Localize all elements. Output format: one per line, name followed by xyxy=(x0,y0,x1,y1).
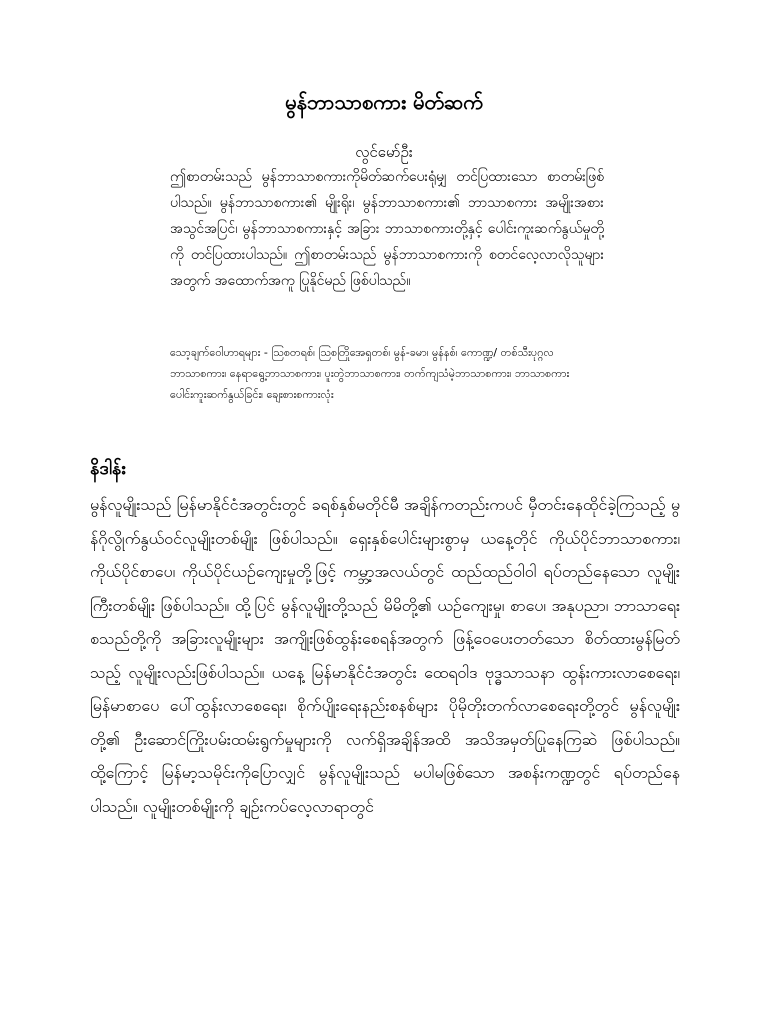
body-paragraph: မွန်လူမျိုးသည် မြန်မာနိုင်ငံအတွင်းတွင် ခရစ်နှစ်မတိုင်မီ အချိန်ကတည်းကပင် မှီတင်းနေထိုင်ခဲ့ကြသည့် မွန်ဂိုလွိုက်နွယ်ဝင်လူမျိုးတစ်မျိုး ဖြစ်ပါသည်။ ရှေးနှစ်ပေါင်းများစွာမှ ယနေ့တိုင် ကိုယ်ပိုင်ဘာသာစကား၊ ကိုယ်ပိုင်စာပေ၊ ကိုယ်ပိုင်ယဉ်ကျေးမှုတို့ဖြင့် ကမ္ဘာ့အလယ်တွင် ထည်ထည်ဝါဝါ ရပ်တည်နေသော လူမျိုးကြီးတစ်မျိုး ဖြစ်ပါသည်။ ထို့ပြင် မွန်လူမျိုးတို့သည် မိမိတို့၏ ယဉ်ကျေးမှု၊ စာပေ၊ အနုပညာ၊ ဘာသာရေး စသည်တို့ကို အခြားလူမျိုးများ အကျိုးဖြစ်ထွန်းစေရန်အတွက် ဖြန့်ဝေပေးတတ်သော စိတ်ထားမွန်မြတ်သည့် လူမျိုးလည်းဖြစ်ပါသည်။ ယနေ့ မြန်မာနိုင်ငံအတွင်း ထေရဝါဒ ဗုဒ္ဓသာသနာ ထွန်းကားလာစေရေး၊ မြန်မာစာပေ ပေါ်ထွန်းလာစေရေး၊ စိုက်ပျိုးရေးနည်းစနစ်များ ပိုမိုတိုးတက်လာစေရေးတို့တွင် မွန်လူမျိုးတို့၏ ဦးဆောင်ကြိုးပမ်းထမ်းရွက်မှုများကို လက်ရှိအချိန်အထိ အသိအမှတ်ပြုနေကြဆဲ ဖြစ်ပါသည်။ ထို့ကြောင့် မြန်မာ့သမိုင်းကိုပြောလျှင် မွန်လူမျိုးသည် မပါမဖြစ်သော အစန်းကဏ္ဍတွင် ရပ်တည်နေပါသည်။ လူမျိုးတစ်မျိုးကို ချဉ်းကပ်လေ့လာရာတွင် xyxy=(90,495,680,816)
abstract-text: ဤစာတမ်းသည် မွန်ဘာသာစကားကိုမိတ်ဆက်ပေးရုံမျှ တင်ပြထားသော စာတမ်းဖြစ်ပါသည်။ မွန်ဘာသာစကား၏ မျိုးရိုး၊ မွန်ဘာသာစကား၏ ဘာသာစကား အမျိုးအစား အသွင်အပြင်၊ မွန်ဘာသာစကားနှင့် အခြား ဘာသာစကားတို့နှင့် ပေါင်းကူးဆက်နွယ်မှုတို့ကို တင်ပြထားပါသည်။ ဤစာတမ်းသည် မွန်ဘာသာစကားကို စတင်လေ့လာလိုသူများအတွက် အထောက်အကူ ပြုနိုင်မည် ဖြစ်ပါသည်။ xyxy=(170,169,604,289)
paper-title: မွန်ဘာသာစကား မိတ်ဆက် xyxy=(285,90,483,114)
author-name: လွင်မော်ဦး xyxy=(355,143,413,161)
section-heading-introduction: နိဒါန်း xyxy=(90,458,126,479)
keywords-text: သော့ချက်ဝေါဟာရများ - ဩစတရစ်၊ ဩစတြိုအေရှတစ်၊ မွန်-ခမာ၊ မွန်နစ်၊ ကောဏ္ဍ/ တစ်သီးပုဂ္ဂလဘာသာစကား၊ နေရာရွေ့ဘာသာစကား၊ ပူးတွဲဘာသာစကား၊ တက်ကျသံမဲ့ဘာသာစကား၊ ဘာသာစကားပေါင်းကူးဆက်နွယ်ခြင်း၊ ချေးစားစကားလုံး xyxy=(170,346,570,401)
